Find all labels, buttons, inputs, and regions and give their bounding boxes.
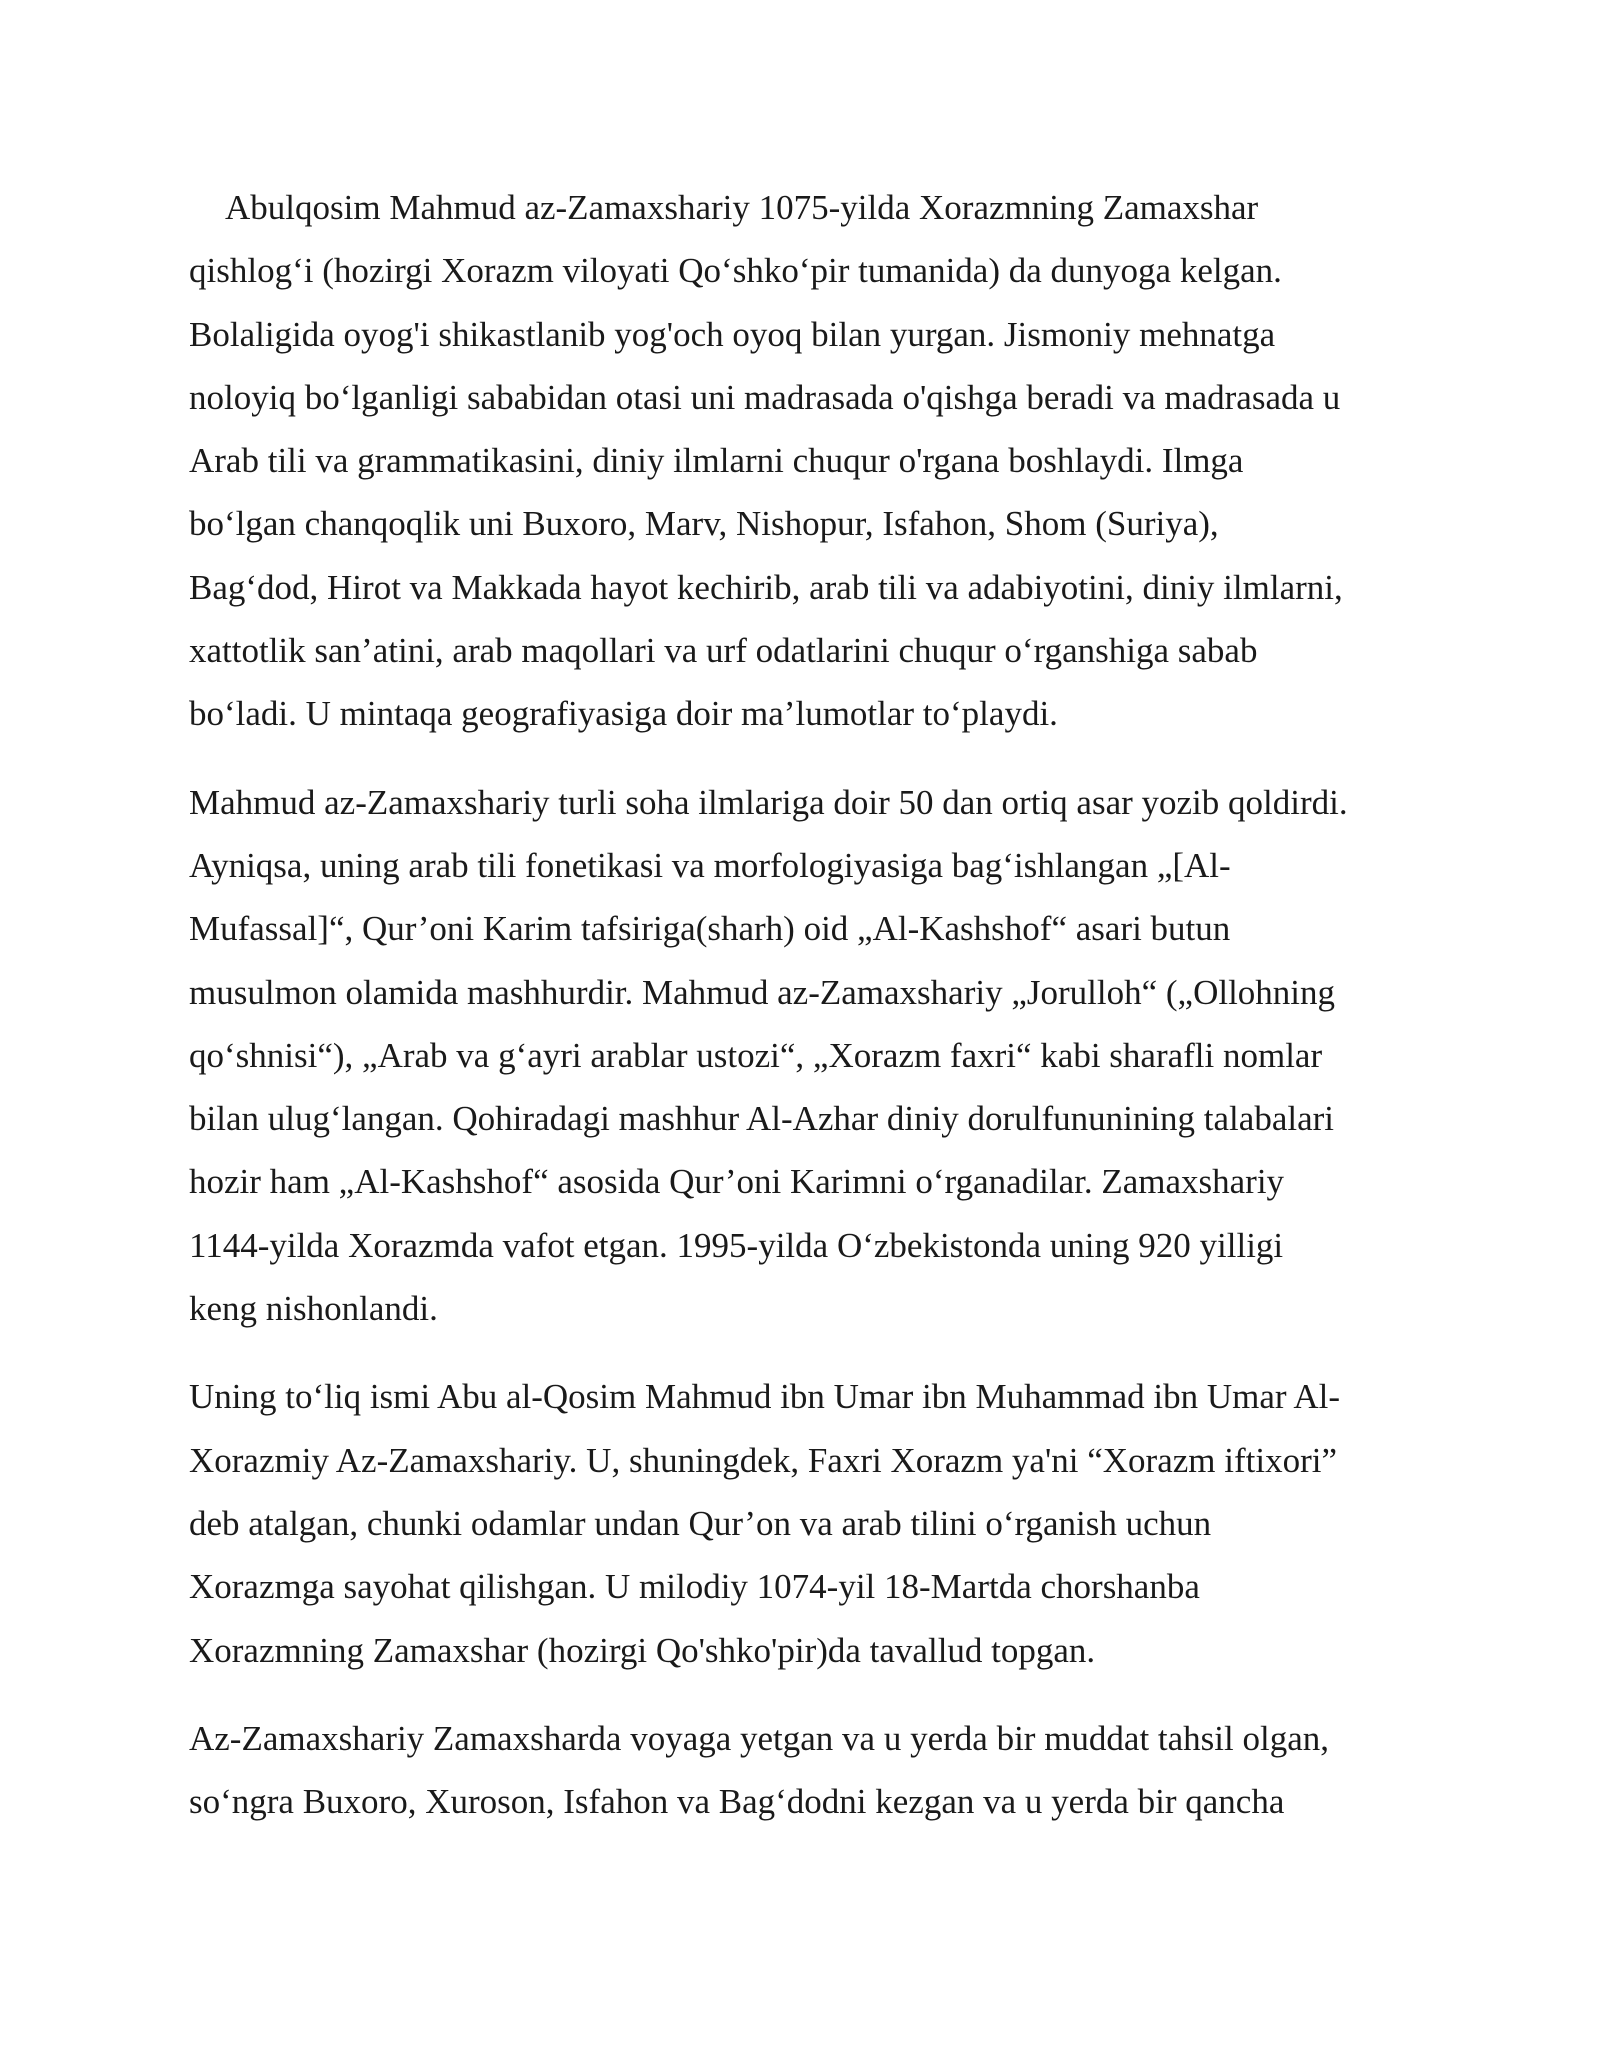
paragraph-spacer <box>189 1682 1409 1707</box>
paragraph-spacer <box>189 746 1409 771</box>
text-line: 1144-yilda Xorazmda vafot etgan. 1995-yilda O‘zbekistonda uning 920 yilligi <box>189 1225 1284 1265</box>
text-line: hozir ham „Al-Kashshof“ asosida Qur’oni Karimni o‘rganadilar. Zamaxshariy <box>189 1162 1285 1202</box>
paragraph-spacer <box>189 1340 1409 1365</box>
text-line: Uning to‘liq ismi Abu al-Qosim Mahmud ibn Umar ibn Muhammad ibn Umar Al- <box>189 1377 1341 1417</box>
text-line: qo‘shnisi“), „Arab va g‘ayri arablar ustozi“, „Xorazm faxri“ kabi sharafli nomlar <box>189 1035 1323 1075</box>
paragraph-4 <box>189 1707 1409 1834</box>
paragraph-3 <box>189 1365 1409 1681</box>
text-line: so‘ngra Buxoro, Xuroson, Isfahon va Bag‘dodni kezgan va u yerda bir qancha <box>189 1782 1285 1822</box>
text-line: Abulqosim Mahmud az-Zamaxshariy 1075-yilda Xorazmning Zamaxshar <box>225 188 1259 227</box>
text-line: Xorazmga sayohat qilishgan. U milodiy 1074-yil 18-Martda chorshanba <box>189 1567 1200 1607</box>
text-line: Bag‘dod, Hirot va Makkada hayot kechirib, arab tili va adabiyotini, diniy ilmlarni, <box>189 567 1343 607</box>
text-line: Az-Zamaxshariy Zamaxsharda voyaga yetgan va u yerda bir muddat tahsil olgan, <box>189 1718 1330 1758</box>
text-line: keng nishonlandi. <box>189 1289 438 1329</box>
text-line: Arab tili va grammatikasini, diniy ilmlarni chuqur o'rgana boshlaydi. Ilmga <box>189 441 1244 481</box>
text-line: xattotlik san’atini, arab maqollari va urf odatlarini chuqur o‘rganshiga sabab <box>189 631 1258 671</box>
paragraph-2 <box>189 771 1409 1341</box>
text-line: bilan ulug‘langan. Qohiradagi mashhur Al-Azhar diniy dorulfununining talabalari <box>189 1099 1334 1139</box>
text-line: deb atalgan, chunki odamlar undan Qur’on va arab tilini o‘rganish uchun <box>189 1503 1212 1543</box>
text-line: noloyiq bo‘lganligi sababidan otasi uni madrasada o'qishga beradi va madrasada u <box>189 377 1341 417</box>
text-line: Bolaligida oyog'i shikastlanib yog'och oyoq bilan yurgan. Jismoniy mehnatga <box>189 314 1276 354</box>
document-body <box>189 176 1409 1833</box>
text-line: bo‘lgan chanqoqlik uni Buxoro, Marv, Nishopur, Isfahon, Shom (Suriya), <box>189 504 1219 544</box>
text-line: Mufassal]“, Qur’oni Karim tafsiriga(sharh) oid „Al-Kashshof“ asari butun <box>189 909 1231 949</box>
text-line: Mahmud az-Zamaxshariy turli soha ilmlariga doir 50 dan ortiq asar yozib qoldirdi. <box>189 782 1348 822</box>
text-line: qishlog‘i (hozirgi Xorazm viloyati Qo‘shko‘pir tumanida) da dunyoga kelgan. <box>189 251 1282 291</box>
text-line: bo‘ladi. U mintaqa geografiyasiga doir ma’lumotlar to‘playdi. <box>189 694 1058 734</box>
paragraph-1 <box>189 176 1409 746</box>
text-line: musulmon olamida mashhurdir. Mahmud az-Zamaxshariy „Jorulloh“ („Ollohning <box>189 972 1336 1012</box>
text-line: Ayniqsa, uning arab tili fonetikasi va morfologiyasiga bag‘ishlangan „[Al- <box>189 845 1231 885</box>
text-line: Xorazmiy Az-Zamaxshariy. U, shuningdek, Faxri Xorazm ya'ni “Xorazm iftixori” <box>189 1440 1337 1480</box>
text-line: Xorazmning Zamaxshar (hozirgi Qo'shko'pir)da tavallud topgan. <box>189 1630 1096 1670</box>
